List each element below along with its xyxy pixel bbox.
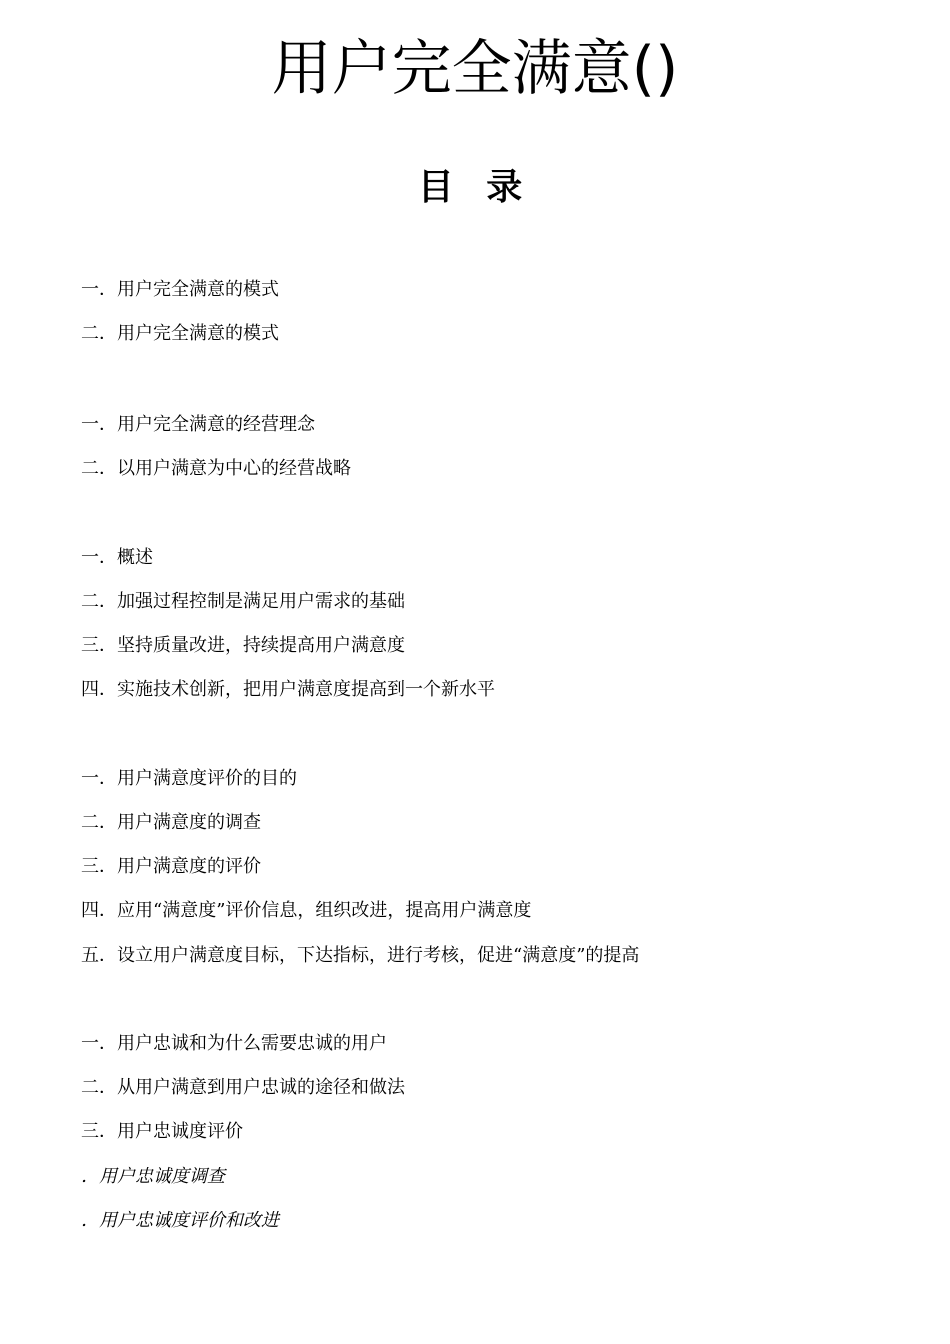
- toc-subitem: ．用户忠诚度评价和改进: [81, 1210, 279, 1231]
- toc-item: 三．用户忠诚度评价: [81, 1121, 243, 1142]
- toc-item: 三．用户满意度的评价: [81, 856, 261, 877]
- toc-item: 二．以用户满意为中心的经营战略: [81, 458, 351, 479]
- toc-item: 四．应用“满意度”评价信息，组织改进，提高用户满意度: [81, 900, 532, 921]
- toc-item: 一．概述: [81, 547, 153, 568]
- toc-item: 三．坚持质量改进，持续提高用户满意度: [81, 635, 405, 656]
- toc-item: 二．从用户满意到用户忠诚的途径和做法: [81, 1077, 405, 1098]
- toc-item: 一．用户忠诚和为什么需要忠诚的用户: [81, 1033, 387, 1054]
- toc-item: 一．用户完全满意的经营理念: [81, 414, 315, 435]
- toc-item: 五．设立用户满意度目标，下达指标，进行考核，促进“满意度”的提高: [81, 945, 640, 966]
- document-title: 用户完全满意(): [271, 34, 679, 104]
- toc-item: 一．用户满意度评价的目的: [81, 768, 297, 789]
- toc-item: 二．加强过程控制是满足用户需求的基础: [81, 591, 405, 612]
- toc-item: 一．用户完全满意的模式: [81, 279, 279, 300]
- toc-subitem: ．用户忠诚度调查: [81, 1166, 225, 1187]
- toc-item: 二．用户满意度的调查: [81, 812, 261, 833]
- toc-item: 二．用户完全满意的模式: [81, 323, 279, 344]
- toc-item: 四．实施技术创新，把用户满意度提高到一个新水平: [81, 679, 495, 700]
- toc-heading: 目 录: [417, 167, 533, 208]
